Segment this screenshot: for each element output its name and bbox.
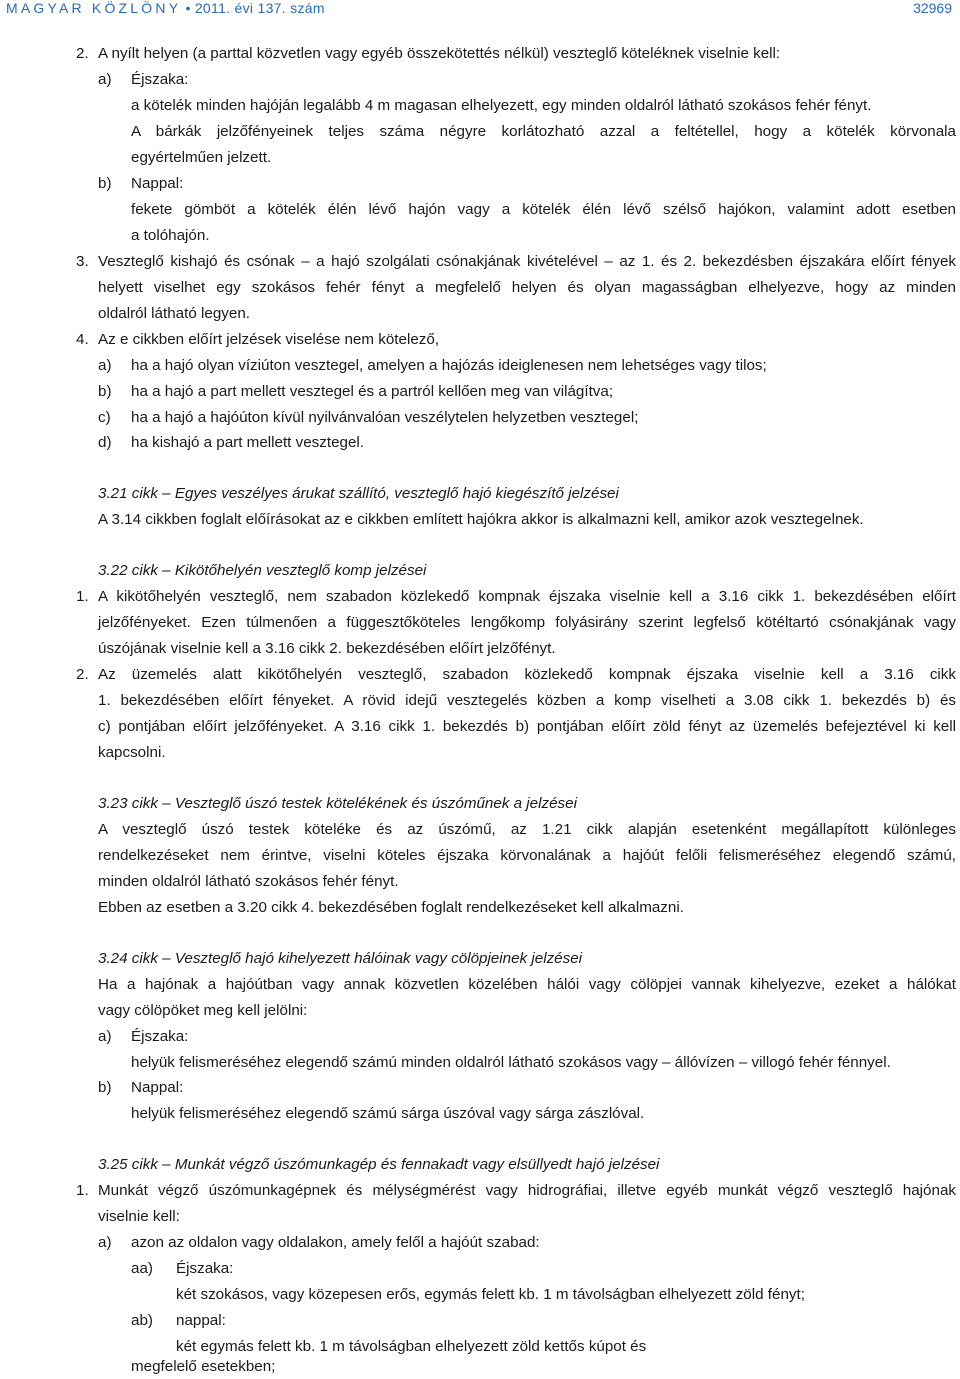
paragraph-line: Veszteglő kishajó és csónak – a hajó szolgálati csónakjának kivételével – az 1. és 2. bekezdésben éjszakára előírt fények [98, 253, 956, 270]
item-label: a) [98, 71, 112, 88]
header-bullet: • [185, 0, 191, 16]
paragraph-line: kapcsolni. [98, 744, 166, 761]
item-label: ab) [131, 1312, 153, 1329]
paragraph-line: Munkát végző úszómunkagépnek és mélységmérést vagy hidrográfiai, illetve egyéb munkát végző veszteglő hajónak [98, 1182, 956, 1199]
page-header [0, 0, 960, 22]
item-number: 4. [76, 331, 89, 348]
paragraph-line: két szokásos, vagy közepesen erős, egymás felett kb. 1 m távolságban elhelyezett zöld fényt; [176, 1286, 805, 1303]
article-title: 3.22 cikk – Kikötőhelyén veszteglő komp jelzései [98, 562, 427, 579]
paragraph-line: ha a hajó olyan víziúton vesztegel, amelyen a hajózás ideiglenesen nem lehetséges vagy tilos; [131, 357, 767, 374]
paragraph-line: helyük felismeréséhez elegendő számú sárga úszóval vagy sárga zászlóval. [131, 1105, 645, 1122]
paragraph-line: ha a hajó a part mellett vesztegel és a partról kellően meg van világítva; [131, 383, 614, 400]
item-heading: Nappal: [131, 1079, 184, 1096]
paragraph-line: A veszteglő úszó testek köteléke és az úszómű, az 1.21 cikk alapján esetenként megállapított különleges [98, 821, 956, 838]
item-number: 2. [76, 45, 89, 62]
paragraph-line: A 3.14 cikkben foglalt előírásokat az e cikkben említett hajókra akkor is alkalmazni kell, amikor azok vesztegelnek. [98, 511, 864, 528]
paragraph-line: helyük felismeréséhez elegendő számú minden oldalról látható szokásos vagy – állóvízen – villogó fehér fénnyel. [131, 1054, 891, 1071]
item-number: 1. [76, 588, 89, 605]
article-title: 3.24 cikk – Veszteglő hajó kihelyezett hálóinak vagy cölöpjeinek jelzései [98, 950, 583, 967]
article-title: 3.23 cikk – Veszteglő úszó testek kötelékének és úszóműnek a jelzései [98, 795, 577, 812]
item-heading: Éjszaka: [131, 1028, 189, 1045]
paragraph-line: A bárkák jelzőfényeinek teljes száma négyre korlátozható azzal a feltétellel, hogy a kötelék körvonala [131, 123, 956, 140]
item-label: b) [98, 1079, 112, 1096]
paragraph-line: fekete gömböt a kötelék élén lévő hajón vagy a kötelék élén lévő szélső hajókon, valamint adott esetben [131, 201, 956, 218]
paragraph-line: rendelkezéseket nem érintve, viselni köteles éjszaka körvonalának a hajóút felőli felismeréséhez elegendő számú, [98, 847, 956, 864]
publication-name: MAGYAR KÖZLÖNY [6, 0, 182, 16]
paragraph-line: jelzőfényeket. Ezen túlmenően a függesztőköteles lengőkomp folyásirány szerint legfelső kötéltartó csónakjának vagy [98, 614, 956, 631]
item-label: a) [98, 357, 112, 374]
paragraph-line: ha a hajó a hajóúton kívül nyilvánvalóan veszélytelen helyzetben vesztegel; [131, 409, 639, 426]
paragraph-line: Az üzemelés alatt kikötőhelyén veszteglő, szabadon közlekedő kompnak éjszaka viselnie kell a 3.16 cikk [98, 666, 956, 683]
running-header [6, 0, 325, 16]
item-number: 3. [76, 253, 89, 270]
article-title: 3.25 cikk – Munkát végző úszómunkagép és fennakadt vagy elsüllyedt hajó jelzései [98, 1156, 660, 1173]
paragraph-line: oldalról látható legyen. [98, 305, 250, 322]
paragraph-line: a kötelék minden hajóján legalább 4 m magasan elhelyezett, egy minden oldalról látható szokásos fehér fényt. [131, 97, 872, 114]
item-heading: Nappal: [131, 175, 184, 192]
paragraph-line: 1. bekezdésében előírt fényeket. A rövid idejű vesztegelés közben a komp viselheti a 3.08 cikk 1. bekezdés b) és [98, 692, 956, 709]
issue-label: 2011. évi 137. szám [194, 0, 325, 16]
item-label: aa) [131, 1260, 153, 1277]
item-label: c) [98, 409, 111, 426]
paragraph-line: két egymás felett kb. 1 m távolságban elhelyezett zöld kettős kúpot és [176, 1338, 647, 1355]
paragraph-line: egyértelműen jelzett. [131, 149, 272, 166]
paragraph-line: c) pontjában előírt jelzőfényeket. A 3.16 cikk 1. bekezdés b) pontjában előírt zöld fényt az üzemelés befejeztével ki kell [98, 718, 956, 735]
paragraph-line: megfelelő esetekben; [131, 1358, 276, 1375]
item-label: d) [98, 434, 112, 451]
paragraph-line: vagy cölöpöket meg kell jelölni: [98, 1002, 308, 1019]
article-title: 3.21 cikk – Egyes veszélyes árukat szállító, veszteglő hajó kiegészítő jelzései [98, 485, 619, 502]
paragraph-line: ha kishajó a part mellett vesztegel. [131, 434, 364, 451]
item-label: a) [98, 1028, 112, 1045]
paragraph-line: A nyílt helyen (a parttal közvetlen vagy egyéb összekötettés nélkül) veszteglő köteléknek viselnie kell: [98, 45, 781, 62]
paragraph-line: viselnie kell: [98, 1208, 180, 1225]
item-number: 1. [76, 1182, 89, 1199]
item-label: b) [98, 175, 112, 192]
paragraph-line: úszójának viselnie kell a 3.16 cikk 2. bekezdésében előírt jelzőfényt. [98, 640, 556, 657]
item-label: a) [98, 1234, 112, 1251]
paragraph-line: a tolóhajón. [131, 227, 210, 244]
paragraph-line: A kikötőhelyén veszteglő, nem szabadon közlekedő kompnak éjszaka viselnie kell a 3.16 cikk 1. bekezdésében előírt [98, 588, 956, 605]
paragraph-line: azon az oldalon vagy oldalakon, amely felől a hajóút szabad: [131, 1234, 540, 1251]
paragraph-line: Ha a hajónak a hajóútban vagy annak közvetlen közelében hálói vagy cölöpjei vannak kihelyezve, ezeket a hálókat [98, 976, 956, 993]
paragraph-line: minden oldalról látható szokásos fehér fényt. [98, 873, 399, 890]
page-number: 32969 [913, 0, 952, 16]
item-heading: Éjszaka: [176, 1260, 234, 1277]
item-label: b) [98, 383, 112, 400]
paragraph-line: Ebben az esetben a 3.20 cikk 4. bekezdésében foglalt rendelkezéseket kell alkalmazni. [98, 899, 684, 916]
paragraph-line: Az e cikkben előírt jelzések viselése nem kötelező, [98, 331, 440, 348]
item-heading: Éjszaka: [131, 71, 189, 88]
item-number: 2. [76, 666, 89, 683]
paragraph-line: helyett viselhet egy szokásos fehér fényt a megfelelő helyen és olyan magasságban elhelyezve, hogy az minden [98, 279, 956, 296]
item-heading: nappal: [176, 1312, 226, 1329]
